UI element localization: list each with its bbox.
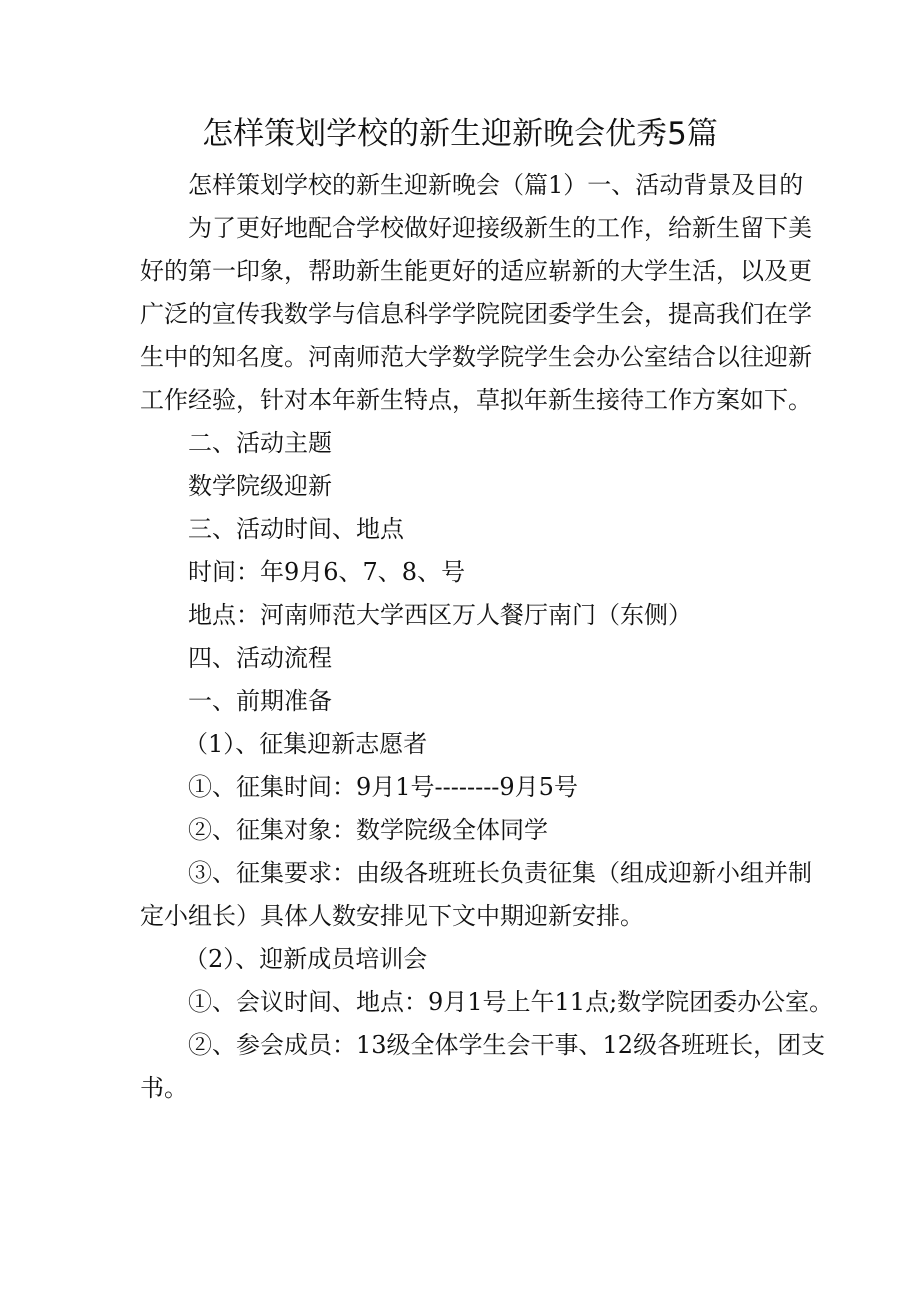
paragraph-line: 书。	[140, 1074, 188, 1102]
list-item: ①、会议时间、地点：9月1号上午11点;数学院团委办公室。	[188, 988, 834, 1016]
paragraph-line: 广泛的宣传我数学与信息科学学院院团委学生会，提高我们在学	[140, 300, 812, 328]
list-item: ③、征集要求：由级各班班长负责征集（组成迎新小组并制	[188, 859, 812, 887]
document-title: 怎样策划学校的新生迎新晚会优秀5篇	[202, 116, 718, 152]
paragraph-line: 定小组长）具体人数安排见下文中期迎新安排。	[140, 902, 644, 930]
section-heading: 二、活动主题	[188, 429, 332, 457]
subsection-heading: （2）、迎新成员培训会	[184, 945, 428, 973]
paragraph-line: 工作经验，针对本年新生特点，草拟年新生接待工作方案如下。	[140, 386, 812, 414]
section-heading: 一、前期准备	[188, 687, 332, 715]
section-heading: 四、活动流程	[188, 644, 332, 672]
list-item: ①、征集时间：9月1号--------9月5号	[188, 773, 578, 801]
paragraph-line: 时间：年9月6、7、8、号	[188, 558, 466, 586]
list-item: ②、征集对象：数学院级全体同学	[188, 816, 548, 844]
document-body	[140, 164, 834, 1110]
paragraph-line: 数学院级迎新	[188, 472, 332, 500]
subsection-heading: （1）、征集迎新志愿者	[184, 730, 428, 758]
paragraph-line: 生中的知名度。河南师范大学数学院学生会办公室结合以往迎新	[140, 343, 812, 371]
list-item: ②、参会成员：13级全体学生会干事、12级各班班长，团支	[188, 1031, 826, 1059]
paragraph-line: 为了更好地配合学校做好迎接级新生的工作，给新生留下美	[188, 214, 812, 242]
paragraph-line: 怎样策划学校的新生迎新晚会（篇1）一、活动背景及目的	[188, 171, 804, 199]
paragraph-line: 地点：河南师范大学西区万人餐厅南门（东侧）	[188, 601, 692, 629]
paragraph-line: 好的第一印象，帮助新生能更好的适应崭新的大学生活，以及更	[140, 257, 812, 285]
section-heading: 三、活动时间、地点	[188, 515, 404, 543]
